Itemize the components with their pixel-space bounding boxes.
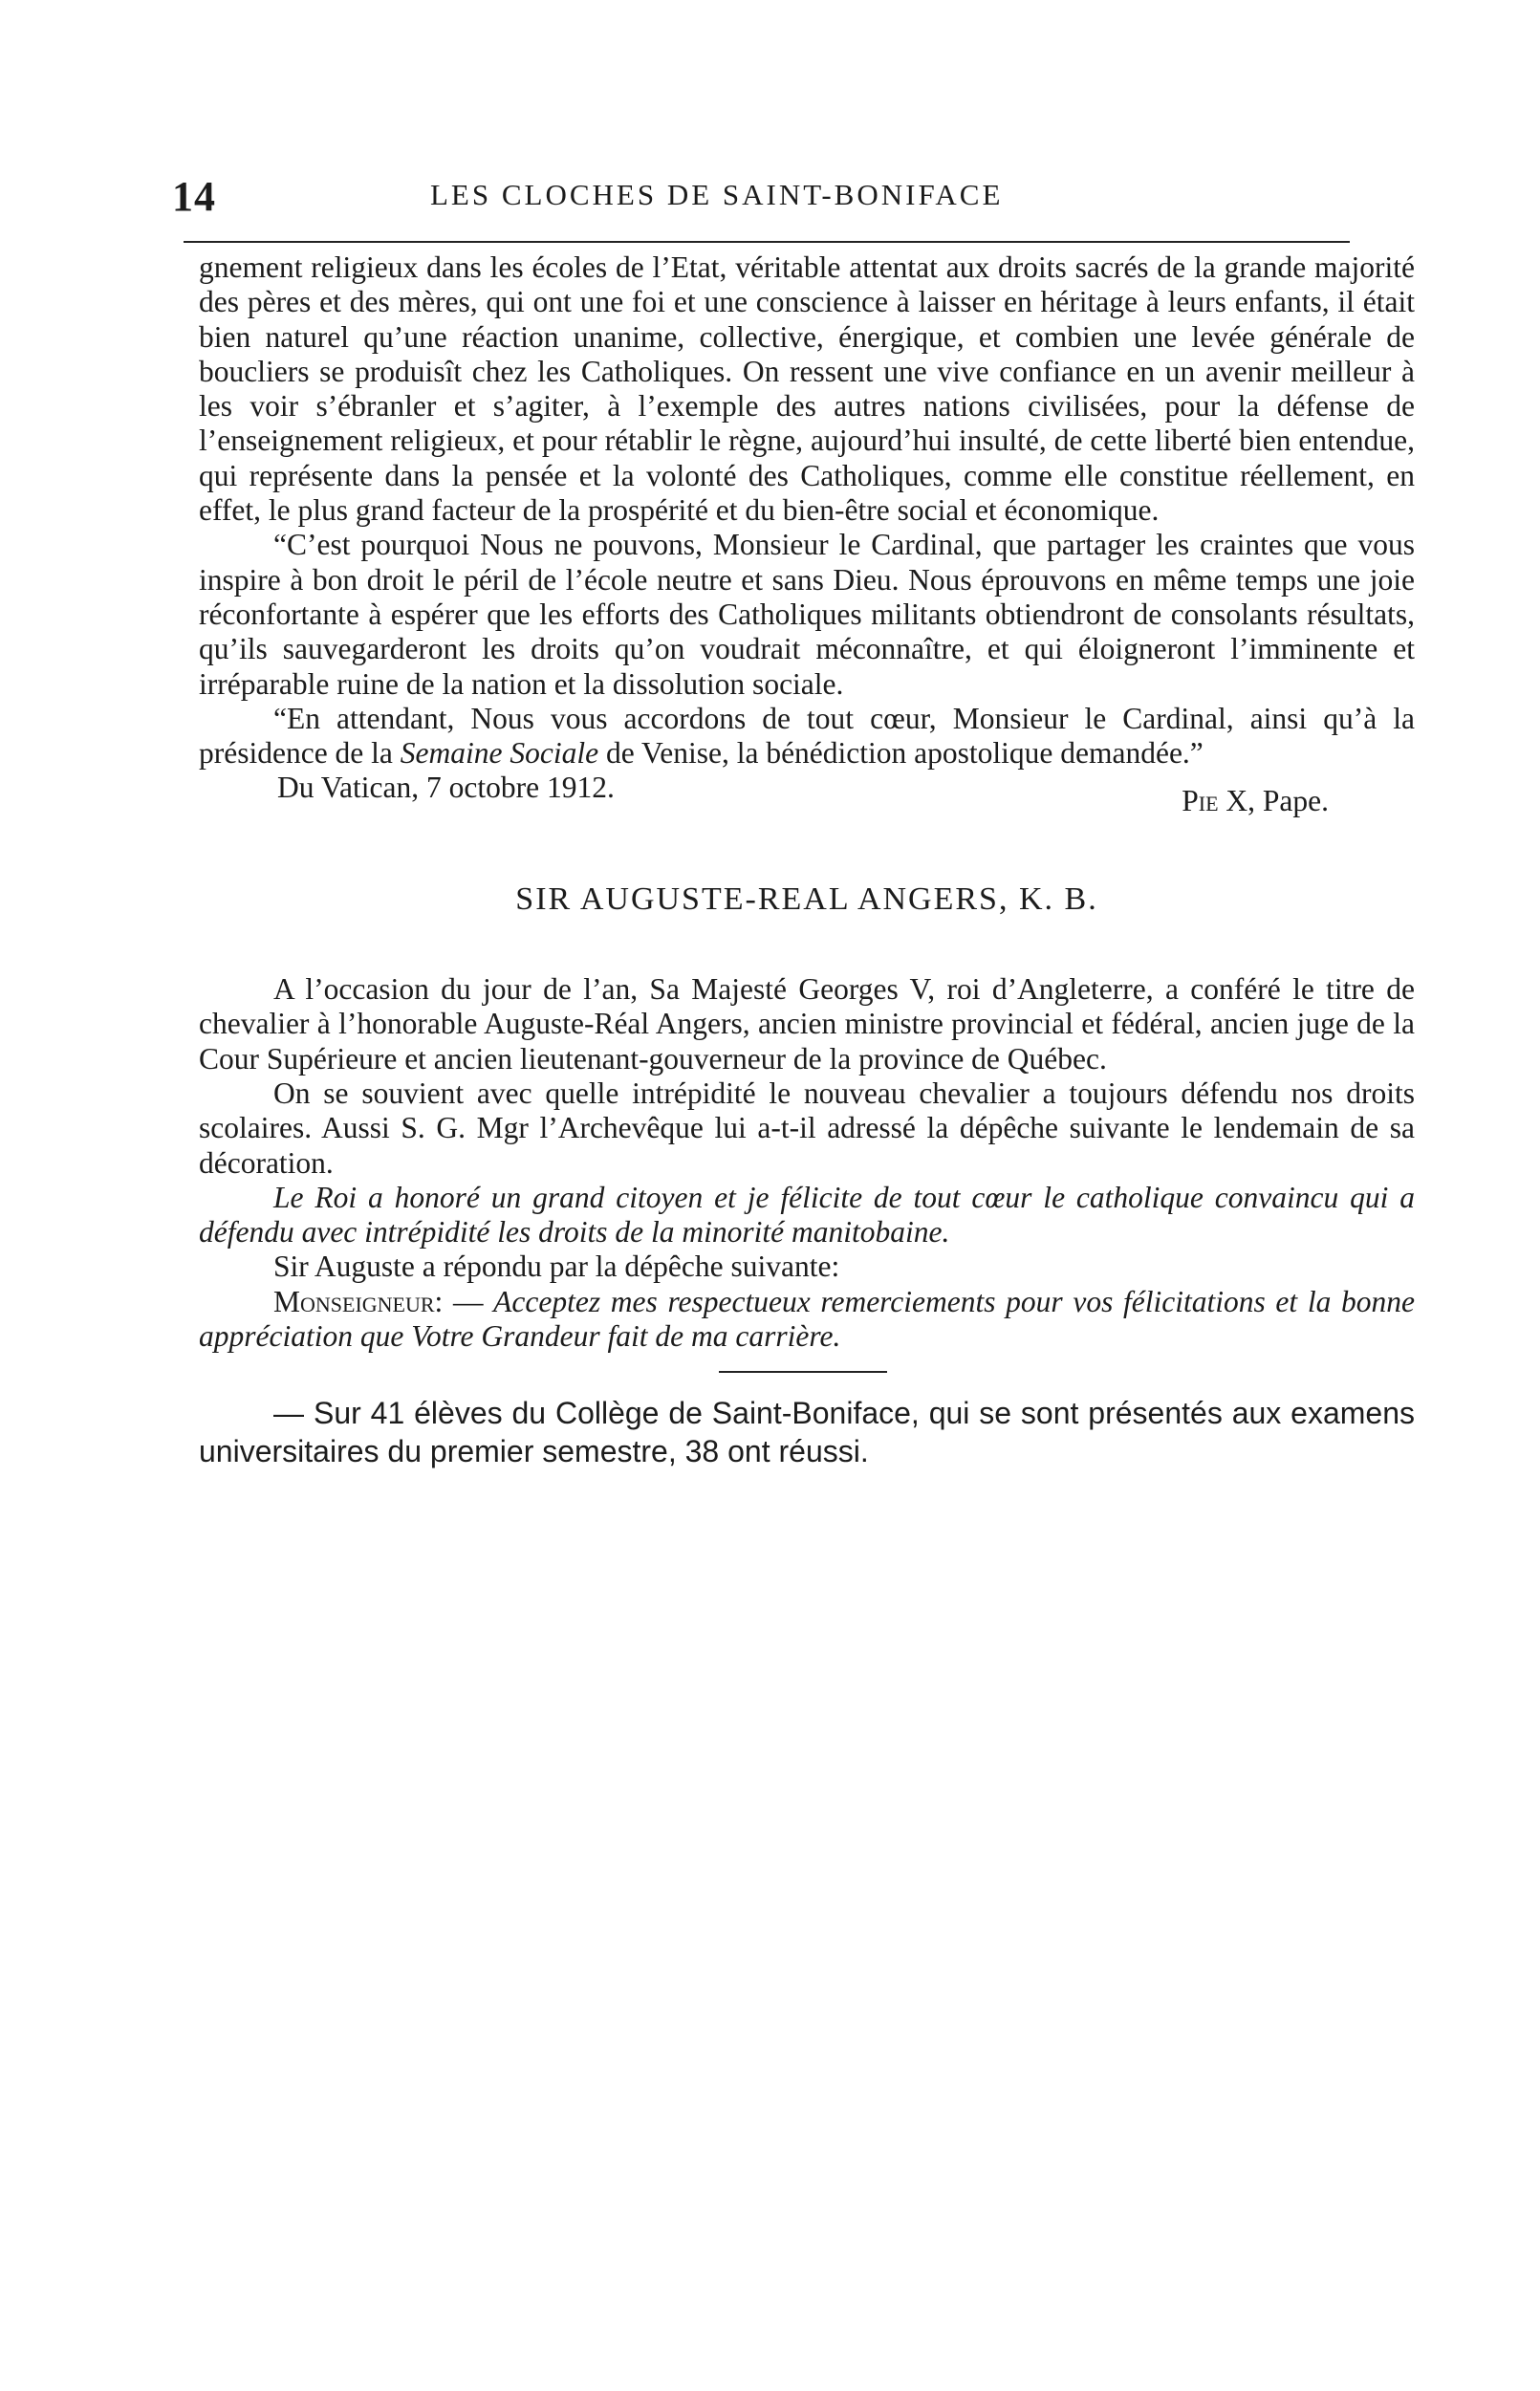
news-item bbox=[199, 1394, 1415, 1470]
news-text: Sur 41 élèves du Collège de Saint-Boniface, qui se sont présentés aux examens universitaires du premier semestre, 38 ont réussi. bbox=[199, 1396, 1415, 1469]
archbishop-telegram: Le Roi a honoré un grand citoyen et je félicite de tout cœur le catholique convaincu qui a défendu avec intrépidité les droits de la minorité manitobaine. bbox=[199, 1180, 1415, 1250]
angers-paragraph-2: On se souvient avec quelle intrépidité le nouveau chevalier a toujours défendu nos droits scolaires. Aussi S. G. Mgr l’Archevêque lui a-t-il adressé la dépêche suivante le lendemain de sa décoration. bbox=[199, 1076, 1415, 1180]
page-body bbox=[199, 250, 1415, 1470]
page-number: 14 bbox=[172, 173, 216, 220]
signature-name: Pie bbox=[1182, 784, 1219, 818]
reply-telegram-paragraph bbox=[199, 1285, 1415, 1355]
dateline-signature-row bbox=[199, 771, 1415, 818]
letter-paragraph-3-start: “En attendant, Nous vous accordons de tout cœur, Monsieur le Cardinal, ainsi qu’à la présidence de la bbox=[199, 701, 1415, 771]
section-title: SIR AUGUSTE-REAL ANGERS, K. B. bbox=[515, 880, 1098, 917]
reply-telegram: Acceptez mes respectueux remerciements pour vos félicitations et la bonne appréciation que Votre Grandeur fait de ma carrière. bbox=[199, 1284, 1415, 1354]
letter-paragraph-2: “C’est pourquoi Nous ne pouvons, Monsieur le Cardinal, que partager les craintes que vous inspire à bon droit le péril de l’école neutre et sans Dieu. Nous éprouvons en même temps une joie réconfortante à espérer que les efforts des Catholiques militants obtiendront de consolants résultats, qu’ils sauvegarderont les droits qu’on voudrait méconnaître, et qui éloigneront l’imminente et irréparable ruine de la nation et la dissolution sociale. bbox=[199, 528, 1415, 701]
news-dash: — bbox=[273, 1396, 304, 1431]
semaine-sociale-title: Semaine Sociale bbox=[400, 736, 599, 771]
reply-intro: Sir Auguste a répondu par la dépêche suivante: bbox=[273, 1250, 840, 1284]
papal-signature bbox=[1182, 784, 1415, 818]
reply-dash: — bbox=[443, 1284, 494, 1318]
letter-continuation-paragraph: gnement religieux dans les écoles de l’Etat, véritable attentat aux droits sacrés de la grande majorité des pères et des mères, qui ont une foi et une conscience à laisser en héritage à leurs enfants, il était bien naturel qu’une réaction unanime, collective, énergique, et combien une levée générale de boucliers se produisît chez les Catholiques. On ressent une vive confiance en un avenir meilleur à les voir s’ébranler et s’agiter, à l’exemple des autres nations civilisées, pour la défense de l’enseignement religieux, et pour rétablir le règne, aujourd’hui insulté, de cette liberté bien entendue, qui représente dans la pensée et la volonté des Catholiques, comme elle constitue réellement, en effet, le plus grand facteur de la prospérité et du bien-être social et économique. bbox=[199, 250, 1415, 528]
signature-title: X, Pape. bbox=[1218, 784, 1329, 818]
letter-paragraph-3-end: de Venise, la bénédiction apostolique demandée.” bbox=[598, 736, 1204, 771]
angers-paragraph-1: A l’occasion du jour de l’an, Sa Majesté Georges V, roi d’Angleterre, a conféré le titre de chevalier à l’honorable Auguste-Réal Angers, ancien ministre provincial et fédéral, ancien juge de la Cour Supérieure et ancien lieutenant-gouverneur de la province de Québec. bbox=[199, 972, 1415, 1076]
running-title: LES CLOCHES DE SAINT-BONIFACE bbox=[430, 178, 1004, 211]
section-divider bbox=[719, 1371, 887, 1373]
letter-paragraph-3 bbox=[199, 702, 1415, 772]
dateline: Du Vatican, 7 octobre 1912. bbox=[277, 771, 615, 805]
header-rule bbox=[184, 241, 1350, 243]
salutation: Monseigneur: bbox=[273, 1284, 444, 1318]
